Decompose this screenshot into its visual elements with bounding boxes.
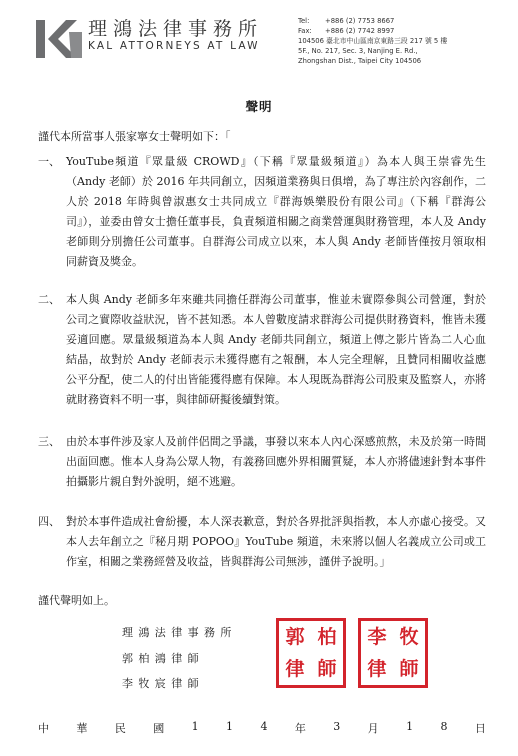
date-char: 4 (260, 720, 268, 733)
date-char: 年 (294, 722, 306, 735)
tel-label: Tel: (298, 17, 310, 25)
fax-number: +886 (2) 7742 8997 (325, 27, 395, 35)
closing-line: 謹代聲明如上。 (38, 594, 115, 607)
contact-block (298, 16, 447, 66)
paragraph-text: YouTube頻道『眾量級 CROWD』（下稱『眾量級頻道』）為本人與王崇睿先生（Andy 老師）於 2016 年共同創立，因頻道業務與日俱增，為了專注於內容創作，二人於 2018 年時與曾淑惠女士共同成立『群海娛樂股份有限公司』（下稱『群海公司』），並委由曾女士擔任董事長，負責頻道相關之商業營運與財務管理，本人及 Andy 老師則分別擔任公司董事。自群海公司成立以來，本人與 Andy 老師皆僅按月領取相同薪資及獎金。 (66, 155, 486, 268)
date-char: 1 (406, 720, 414, 733)
paragraph-text: 對於本事件造成社會紛擾，本人深表歉意，對於各界批評與指教，本人亦虛心接受。又本人去年創立之『秘月期 POPOO』YouTube 頻道，未來將以個人名義成立公司或工作室，相關之業務經營及收益，皆與群海公司無涉，謹併予說明。」 (66, 515, 486, 568)
seal-char: 律 (285, 657, 305, 680)
seal-stamp-1 (276, 618, 346, 688)
signatory-firm: 理鴻法律事務所 (122, 626, 237, 639)
paragraph-4 (38, 512, 486, 572)
tel-number: +886 (2) 7753 8667 (325, 17, 395, 25)
date-char: 日 (474, 722, 486, 735)
seal-char: 柏 (317, 625, 337, 648)
kal-logo-icon (36, 20, 82, 58)
paragraph-3 (38, 432, 486, 492)
date-char: 月 (367, 722, 379, 735)
paragraph-number: 二、 (38, 293, 60, 306)
seal-char: 律 (367, 657, 387, 680)
firm-name-english: KAL ATTORNEYS AT LAW (88, 40, 260, 52)
firm-name-chinese: 理鴻法律事務所 (88, 18, 264, 40)
signatory-lawyer-1: 郭柏鴻律師 (122, 651, 204, 665)
paragraph-number: 三、 (38, 435, 60, 448)
paragraph-text: 本人與 Andy 老師多年來雖共同擔任群海公司董事，惟並未實際參與公司營運，對於公司之實際收益狀況，皆不甚知悉。本人曾數度請求群海公司提供財務資料，惟皆未獲妥適回應。眾量級頻道為本人與 Andy 老師共同創立，頻道上傳之影片皆為二人心血結晶，故對於 Andy 老師表示未獲得應有之報酬，本人完全理解，且贊同相關收益應公平分配，使二人的付出皆能獲得應有保障。本人現既為群海公司股東及監察人，亦將就財務資料不明一事，與律師研擬後續對策。 (66, 293, 486, 406)
fax-line (298, 26, 447, 36)
tel-line (298, 16, 447, 26)
paragraph-2 (38, 290, 486, 410)
paragraph-1 (38, 152, 486, 272)
paragraph-text: 由於本事件涉及家人及前伴侶間之爭議，事發以來本人內心深感煎熬，未及於第一時間出面回應。惟本人身為公眾人物，有義務回應外界相關質疑，本人亦將儘速針對本事件拍攝影片親自對外說明，絕不逃避。 (66, 435, 486, 488)
date-char: 中 (38, 722, 49, 735)
date-char: 1 (191, 720, 199, 733)
seal-char: 師 (317, 657, 337, 680)
seal-stamp-2 (358, 618, 428, 688)
date-char: 1 (226, 720, 234, 733)
seal-char: 郭 (285, 625, 305, 648)
paragraph-number: 四、 (38, 515, 60, 528)
signatory-lawyer-2: 李牧宸律師 (122, 677, 204, 690)
date-char: 8 (440, 720, 448, 733)
date-char: 華 (76, 722, 88, 735)
address-english-1: 5F., No. 217, Sec. 3, Nanjing E. Rd., (298, 47, 418, 55)
seal-char: 牧 (399, 625, 419, 648)
paragraph-number: 一、 (38, 155, 60, 168)
signatory-block (122, 620, 237, 697)
date-line (38, 720, 486, 736)
document-title: 聲明 (245, 99, 273, 114)
fax-label: Fax: (298, 27, 312, 35)
seal-char: 李 (367, 625, 387, 648)
intro-line: 謹代本所當事人張家寧女士聲明如下：「 (38, 130, 231, 143)
address-english-2: Zhongshan Dist., Taipei City 104506 (298, 57, 422, 65)
seal-char: 師 (399, 657, 419, 680)
address-chinese: 104506 臺北市中山區南京東路三段 217 號 5 樓 (298, 37, 448, 45)
date-char: 民 (114, 722, 126, 735)
date-char: 3 (333, 720, 341, 733)
date-char: 國 (153, 722, 165, 735)
